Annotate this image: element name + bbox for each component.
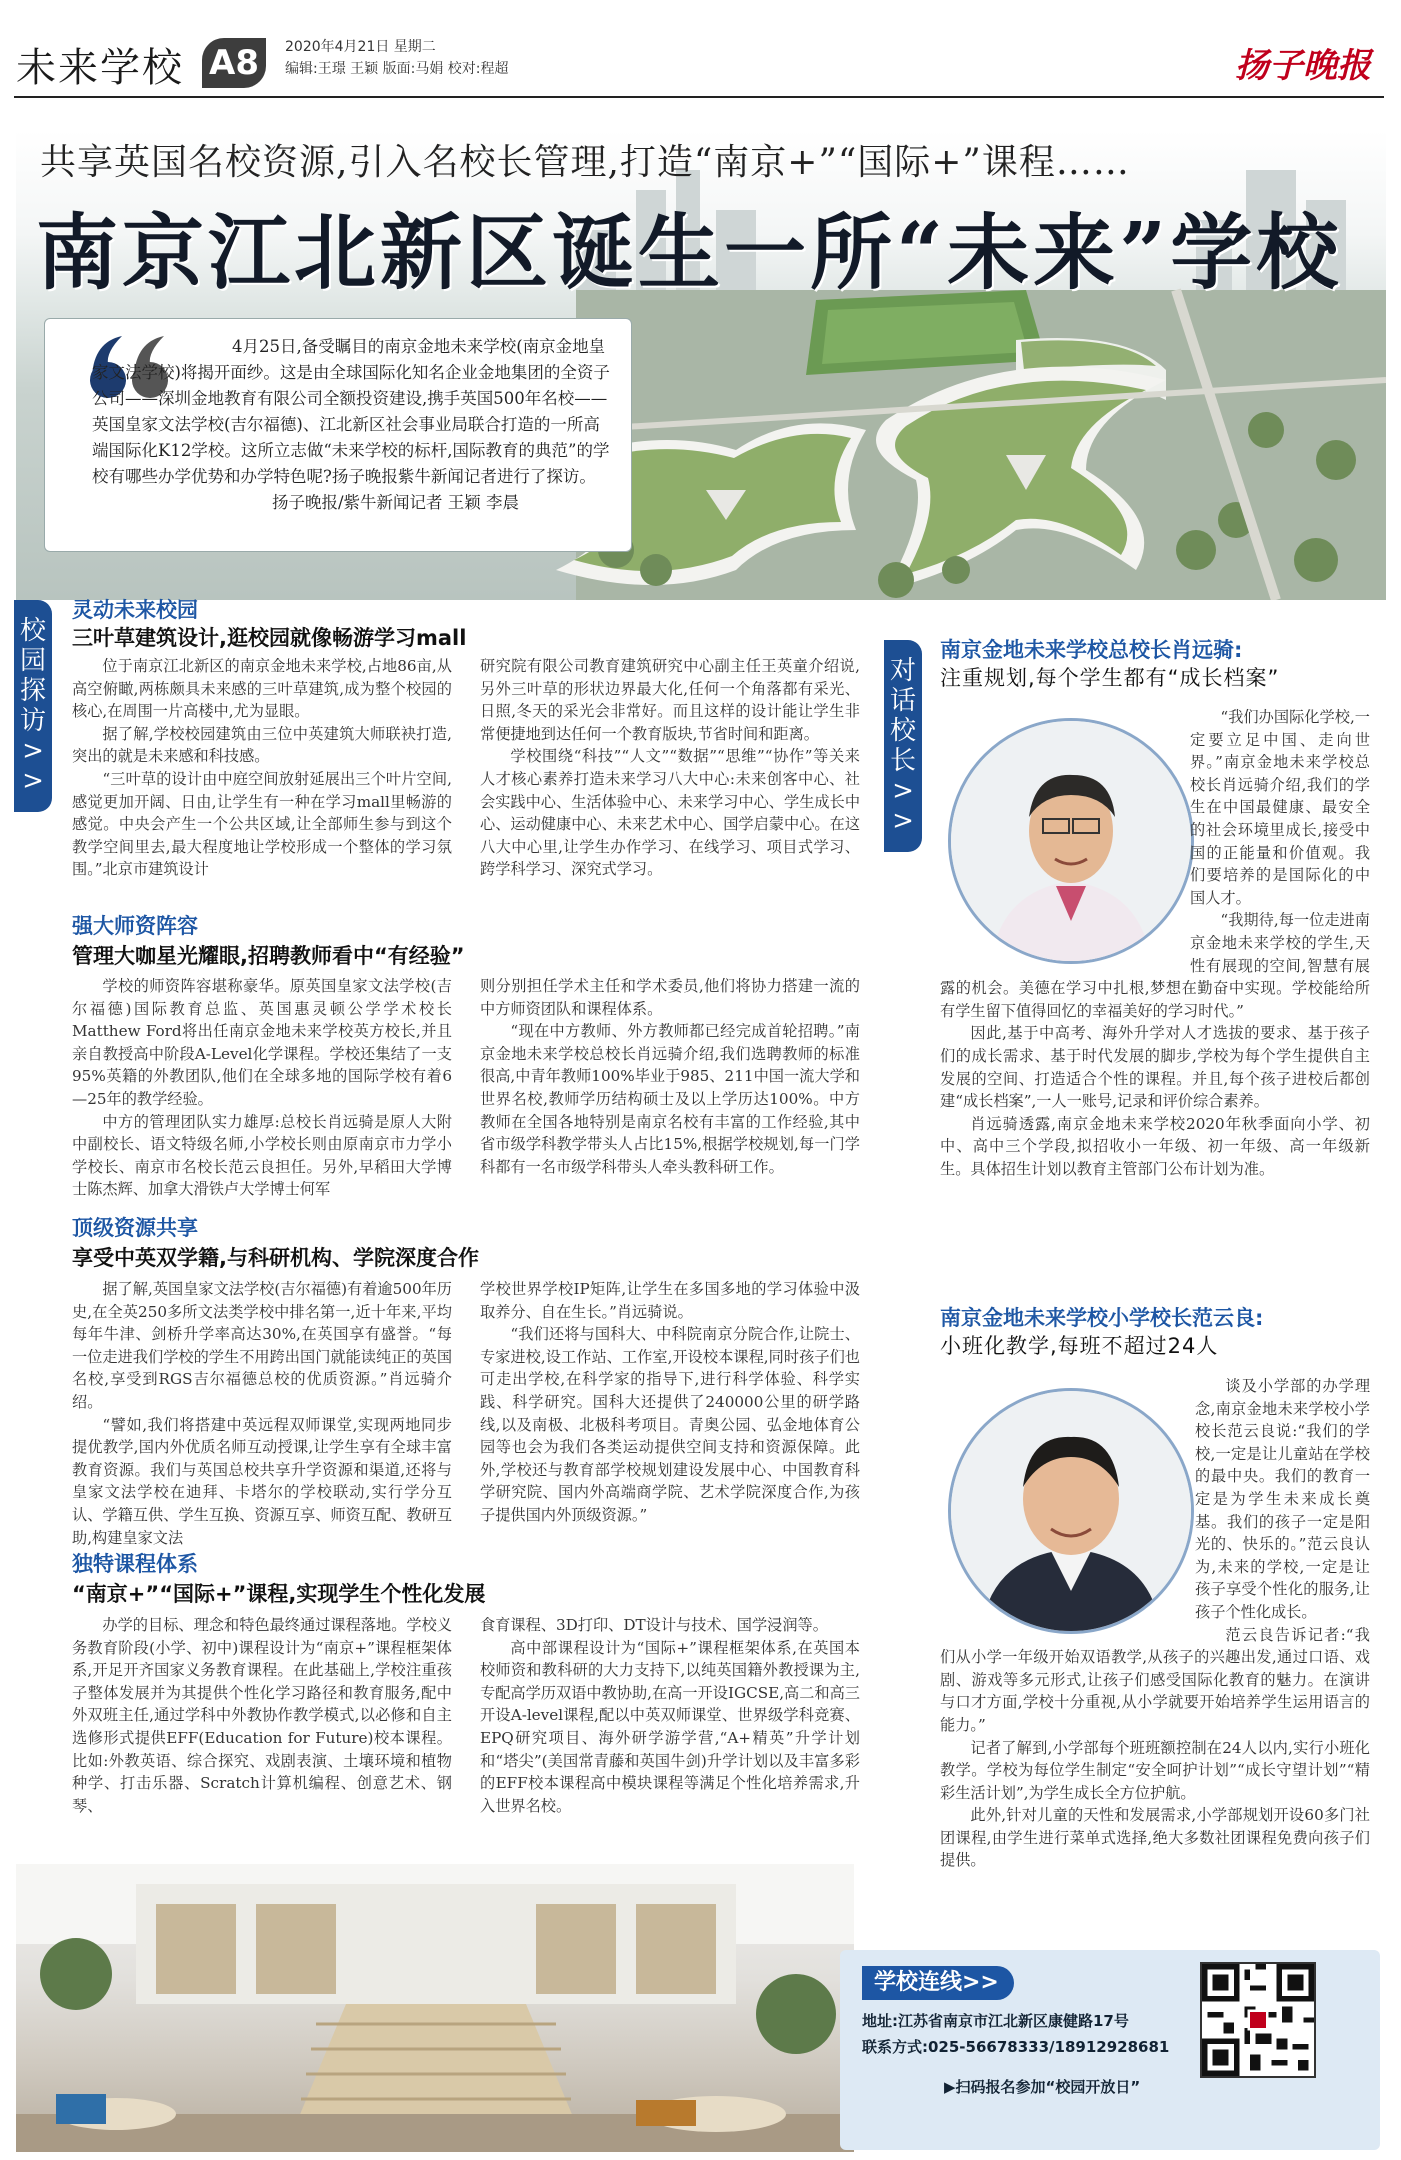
section-faculty-col1 (72, 975, 452, 1201)
paragraph: 据了解,学校校园建筑由三位中英建筑大师联袂打造,突出的就是未来感和科技感。 (72, 724, 452, 766)
paragraph: “我们办国际化学校,一定要立足中国、走向世界。”南京金地未来学校总校长肖远骑介绍,我们的学生在中国最健康、最安全的社会环境里成长,接受中国的正能量和价值观。我们要培养的是国际化的中国人才。 (1190, 708, 1370, 907)
lead-text: 4月25日,备受瞩目的南京金地未来学校(南京金地皇家文法学校)将揭开面纱。这是由全球国际化知名企业金地集团的全资子公司——深圳金地教育有限公司全额投资建设,携手英国500年名校——英国皇家文法学校(吉尔福德)、江北新区社会事业局联合打造的一所高端国际化K12学校。这所立志做“未来学校的标杆,国际教育的典范”的学校有哪些办学优势和办学特色呢?扬子晚报紫牛新闻记者进行了探访。 (92, 337, 610, 486)
paragraph: 中方的管理团队实力雄厚:总校长肖远骑是原人大附中副校长、语文特级名师,小学校长则由原南京市力学小学校长、南京市名校长范云良担任。另外,早稻田大学博士陈杰辉、加拿大滑铁卢大学博士何军 (72, 1112, 452, 1199)
section-heading-curriculum: 独特课程体系 (72, 1552, 198, 1576)
qr-pattern (1202, 1964, 1314, 2076)
atrium-rendering (16, 1864, 854, 2152)
principal2-heading: 南京金地未来学校小学校长范云良: (940, 1306, 1264, 1330)
tag-campus-visit-label: 校园探访>> (19, 616, 46, 796)
paragraph: 高中部课程设计为“国际+”课程框架体系,在英国本校师资和教科研的大力支持下,以纯英国籍外教授课为主,专配高学历双语中教协助,在高一开设IGCSE,高二和高三开设A-level课程,配以中英双师课堂、世界级学科竞赛、EPQ研究项目、海外研学游学营,“A+精英”升学计划和“塔尖”(美国常青藤和英国牛剑)升学计划以及丰富多彩的EFF校本课程高中模块课程等满足个性化培养需求,升入世界名校。 (480, 1638, 860, 1815)
lead-byline: 扬子晚报/紫牛新闻记者 王颖 李晨 (272, 493, 520, 512)
paragraph: 学校围绕“科技”“人文”“数据”“思维”“协作”等关来人才核心素养打造未来学习八大中心:未来创客中心、社会实践中心、生活体验中心、未来学习中心、学生成长中心、运动健康中心、未来艺术中心、国学启蒙中心。在这八大中心里,让学生办作学习、在线学习、项目式学习、跨学科学习、深究式学习。 (480, 747, 860, 879)
paragraph: 则分别担任学术主任和学术委员,他们将协力搭建一流的中方师资团队和课程体系。 (480, 977, 860, 1018)
tag-principal-talk (884, 640, 922, 852)
section-campus-col1 (72, 655, 452, 881)
paragraph: “我们还将与国科大、中科院南京分院合作,让院士、专家进校,设工作站、工作室,开设校本课程,同时孩子们也可走出学校,在科学家的指导下,进行科学体验、科学实践、科学研究。国科大还提供了240000公里的研学路线,以及南极、北极科考项目。青奥公园、弘金地体育公园等也会为我们各类运动提供空间支持和资源保障。此外,学校还与教育部学校规划建设发展中心、中国教育科学研究院、国内外高端商学院、艺术学院深度合作,为孩子提供国内外顶级资源。” (480, 1325, 860, 1524)
contact-address: 地址:江苏省南京市江北新区康健路17号 (862, 2012, 1129, 2030)
section-subheading-faculty: 管理大咖星光耀眼,招聘教师看中“有经验” (72, 944, 465, 968)
editor-line: 编辑:王璟 王颖 版面:马娟 校对:程超 (285, 61, 509, 77)
section-subheading-resources: 享受中英双学籍,与科研机构、学院深度合作 (72, 1246, 479, 1270)
qr-code-icon[interactable] (1200, 1962, 1316, 2078)
paragraph: “三叶草的设计由中庭空间放射延展出三个叶片空间,感觉更加开阔、日由,让学生有一种在学习mall里畅游的感觉。中央会产生一个公共区域,让全部师生参与到这个教学空间里去,最大程度地让学校形成一个整体的学习氛围。”北京市建筑设计 (72, 769, 452, 879)
section-subheading-campus: 三叶草建筑设计,逛校园就像畅游学习mall (72, 626, 467, 650)
paragraph: 学校的师资阵容堪称豪华。原英国皇家文法学校(吉尔福德)国际教育总监、英国惠灵顿公学学术校长Matthew Ford将出任南京金地未来学校英方校长,并且亲自教授高中阶段A-Level化学课程。学校还集结了一支95%英籍的外教团队,他们在全球多地的国际学校有着6—25年的教学经验。 (72, 977, 452, 1108)
paper-logo: 扬子晚报 (1235, 46, 1371, 86)
main-headline: 南京江北新区诞生一所“未来”学校 (36, 205, 1343, 301)
date-line: 2020年4月21日 星期二 (285, 39, 436, 55)
section-curriculum-col1 (72, 1614, 452, 1817)
atrium-interior-image (16, 1864, 854, 2152)
paragraph: 范云良告诉记者:“我们从小学一年级开始双语教学,从孩子的兴趣出发,通过口语、戏剧、游戏等多元形式,让孩子们感受国际化教育的魅力。在演讲与口才方面,学校十分重视,从小学就要开始培养学生运用语言的能力。” (940, 1625, 1370, 1734)
header-divider (14, 96, 1384, 98)
paragraph: 记者了解到,小学部每个班班额控制在24人以内,实行小班化教学。学校为每位学生制定“安全呵护计划”“成长守望计划”“精彩生活计划”,为学生成长全方位护航。 (940, 1738, 1370, 1802)
paragraph: 办学的目标、理念和特色最终通过课程落地。学校义务教育阶段(小学、初中)课程设计为“南京+”课程框架体系,开足开齐国家义务教育课程。在此基础上,学校注重孩子整体发展并为其提供个性化学习路径和教育服务,配中外双班主任,通过学科中外教协作教学模式,以必修和自主选修形式提供EFF(Education for Future)校本课程。比如:外教英语、综合探究、戏剧表演、土壤环境和植物种学、打击乐器、Scratch计算机编程、创意艺术、钢琴、 (72, 1616, 452, 1815)
section-heading-campus: 灵动未来校园 (72, 598, 198, 622)
tag-campus-visit (14, 600, 52, 812)
section-resources-col1 (72, 1278, 452, 1549)
section-campus-col2 (480, 655, 860, 881)
paragraph: 位于南京江北新区的南京金地未来学校,占地86亩,从高空俯瞰,两栋颇具未来感的三叶草建筑,成为整个校园的核心,在周围一片高楼中,尤为显眼。 (72, 657, 452, 721)
paragraph: 谈及小学部的办学理念,南京金地未来学校小学校长范云良说:“我们的学校,一定是让儿童站在学校的最中央。我们的教育一定是为学生未来成长奠基。我们的孩子一定是阳光的、快乐的。”范云良认为,未来的学校,一定是让孩子享受个性化的服务,让孩子个性化成长。 (1195, 1377, 1370, 1621)
principal1-heading: 南京金地未来学校总校长肖远骑: (940, 638, 1243, 662)
paragraph: 食育课程、3D打印、DT设计与技术、国学浸润等。 (480, 1616, 828, 1634)
paragraph: “譬如,我们将搭建中英远程双师课堂,实现两地同步提优教学,国内外优质名师互动授课,让学生享有全球丰富教育资源。我们与英国总校共享升学资源和渠道,还将与皇家文法学校在迪拜、卡塔尔的学校联动,实行学分互认、学籍互供、学生互换、资源互享、师资互配、教研互助,构建皇家文法 (72, 1415, 452, 1547)
principal1-subheading: 注重规划,每个学生都有“成长档案” (940, 666, 1280, 690)
paragraph: 此外,针对儿童的天性和发展需求,小学部规划开设60多门社团课程,由学生进行菜单式选择,绝大多数社团课程免费向孩子们提供。 (940, 1806, 1370, 1870)
paragraph: 研究院有限公司教育建筑研究中心副主任王英童介绍说,另外三叶草的形状边界最大化,任何一个角落都有采光、日照,冬天的采光会非常好。而且这样的设计能让学生非常便捷地到达任何一个教育版块,节省时间和距离。 (480, 657, 860, 743)
photo-float-spacer (940, 706, 1190, 974)
lead-paragraph (92, 334, 612, 516)
section-name: 未来学校 (16, 45, 184, 91)
headline-kicker: 共享英国名校资源,引入名校长管理,打造“南京+”“国际+”课程…… (40, 142, 1130, 183)
principal2-body (940, 1375, 1370, 1872)
principal2-subheading: 小班化教学,每班不超过24人 (940, 1334, 1219, 1358)
paragraph: “现在中方教师、外方教师都已经完成首轮招聘。”南京金地未来学校总校长肖远骑介绍,我们选聘教师的标准很高,中青年教师100%毕业于985、211中国一流大学和世界名校,教师学历结构硕士及以上学历达100%。中方教师在全国各地特别是南京名校有丰富的工作经验,其中省市级学科教学带头人占比15%,根据学校规划,每一门学科都有一名市级学科带头人牵头教科研工作。 (480, 1022, 860, 1176)
section-faculty-col2 (480, 975, 860, 1178)
section-resources-col2 (480, 1278, 860, 1527)
qr-hint: ▶扫码报名参加“校园开放日” (944, 2078, 1141, 2096)
section-subheading-curriculum: “南京+”“国际+”课程,实现学生个性化发展 (72, 1582, 486, 1606)
paragraph: 据了解,英国皇家文法学校(吉尔福德)有着逾500年历史,在全英250多所文法类学校中排名第一,近十年来,平均每年牛津、剑桥升学率高达30%,在英国享有盛誉。“每一位走进我们学校的学生不用跨出国门就能读纯正的英国名校,享受到RGS吉尔福德总校的优质资源。”肖远骑介绍。 (72, 1280, 452, 1411)
section-curriculum-col2 (480, 1614, 860, 1817)
paragraph: “我期待,每一位走进南京金地未来学校的学生,天性有展现的空间,智慧有展露的机会。美德在学习中扎根,梦想在勤奋中实现。学校能给所有学生留下值得回忆的幸福美好的学习时代。” (940, 911, 1370, 1020)
page-number: A8 (202, 38, 266, 88)
paragraph: 肖远骑透露,南京金地未来学校2020年秋季面向小学、初中、高中三个学段,拟招收小一年级、初一年级、高一年级新生。具体招生计划以教育主管部门公布计划为准。 (940, 1114, 1370, 1178)
contact-phone: 联系方式:025-56678333/18912928681 (862, 2038, 1170, 2056)
photo-float-spacer (940, 1375, 1195, 1645)
section-heading-resources: 顶级资源共享 (72, 1216, 198, 1240)
paragraph: 学校世界学校IP矩阵,让学生在多国多地的学习体验中汲取养分、自在生长。”肖远骑说。 (480, 1280, 860, 1321)
contact-tag: 学校连线>> (862, 1966, 1014, 2000)
tag-principal-talk-label: 对话校长>> (889, 656, 916, 836)
header-meta (285, 36, 509, 80)
principal1-body (940, 706, 1370, 1180)
paragraph: 因此,基于中高考、海外升学对人才选拔的要求、基于孩子们的成长需求、基于时代发展的脚步,学校为每个学生提供自主发展的空间、打造适合个性的课程。并且,每个孩子进校后都创建“成长档案”,一人一账号,记录和评价综合素养。 (940, 1024, 1370, 1111)
section-heading-faculty: 强大师资阵容 (72, 914, 198, 938)
